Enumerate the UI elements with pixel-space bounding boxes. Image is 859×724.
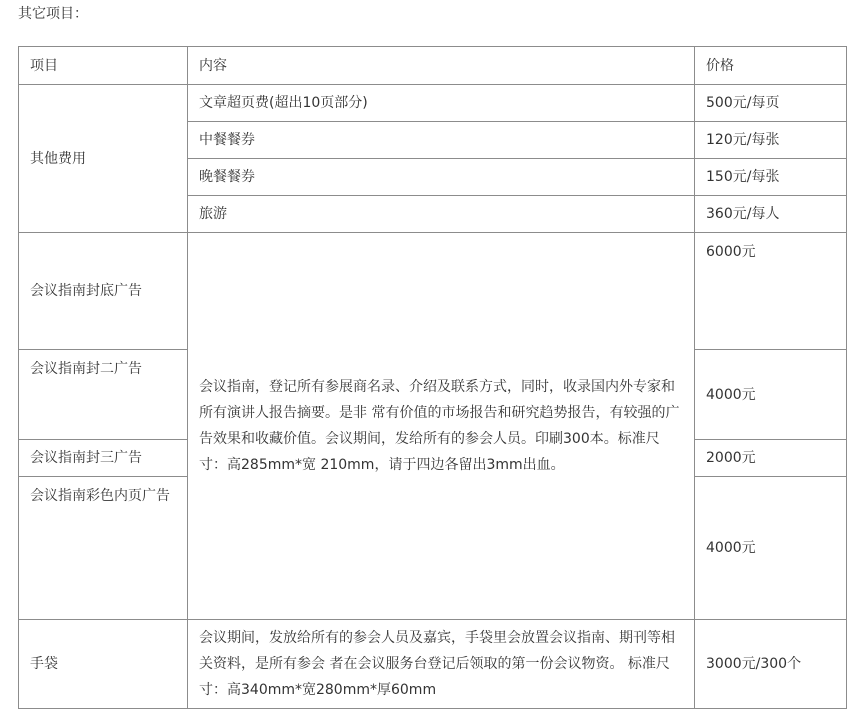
content-cell: 晚餐餐券 xyxy=(188,159,695,196)
ad-price-inside-front: 4000元 xyxy=(695,350,847,440)
content-cell: 旅游 xyxy=(188,196,695,233)
header-content: 内容 xyxy=(188,47,695,85)
ad-description: 会议指南，登记所有参展商名录、介绍及联系方式，同时，收录国内外专家和所有演讲人报告摘要。是非 常有价值的市场报告和研究趋势报告，有较强的广告效果和收藏价值。会议期间，发给所有的参会人员。印刷300本。标准尺寸：高285mm*宽 210mm，请于四边各留出3mm出血。 xyxy=(188,233,695,620)
table-header-row xyxy=(19,47,847,85)
price-cell: 150元/每张 xyxy=(695,159,847,196)
table-row xyxy=(19,620,847,709)
bag-price: 3000元/300个 xyxy=(695,620,847,709)
price-cell: 360元/每人 xyxy=(695,196,847,233)
header-item: 项目 xyxy=(19,47,188,85)
ad-price-back-cover: 6000元 xyxy=(695,233,847,350)
price-cell: 500元/每页 xyxy=(695,85,847,122)
table-row xyxy=(19,233,847,350)
bag-content: 会议期间，发放给所有的参会人员及嘉宾，手袋里会放置会议指南、期刊等相关资料，是所有参会 者在会议服务台登记后领取的第一份会议物资。 标准尺寸：高340mm*宽280mm*厚60mm xyxy=(188,620,695,709)
category-other-fees: 其他费用 xyxy=(19,85,188,233)
bag-item: 手袋 xyxy=(19,620,188,709)
ad-price-color-page: 4000元 xyxy=(695,477,847,620)
content-cell: 文章超页费(超出10页部分) xyxy=(188,85,695,122)
ad-item-inside-front: 会议指南封二广告 xyxy=(19,350,188,440)
content-cell: 中餐餐券 xyxy=(188,122,695,159)
other-items-table xyxy=(18,46,847,709)
section-heading: 其它项目： xyxy=(18,6,88,22)
table-row xyxy=(19,85,847,122)
header-price: 价格 xyxy=(695,47,847,85)
price-cell: 120元/每张 xyxy=(695,122,847,159)
ad-item-inside-back: 会议指南封三广告 xyxy=(19,440,188,477)
ad-price-inside-back: 2000元 xyxy=(695,440,847,477)
ad-item-color-page: 会议指南彩色内页广告 xyxy=(19,477,188,620)
ad-item-back-cover: 会议指南封底广告 xyxy=(19,233,188,350)
